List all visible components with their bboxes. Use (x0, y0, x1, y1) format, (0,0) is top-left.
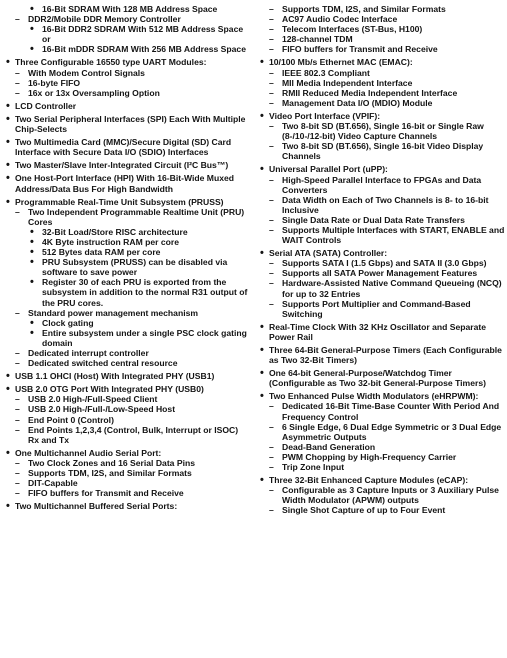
sub-feature-item-high-speed-parallel-interface-to-fpgas-a (259, 175, 505, 195)
dash-bullet-icon: – (269, 194, 274, 205)
bullet-icon: • (260, 163, 264, 176)
sub-feature-item-512-bytes-data-ram-per-core (5, 247, 251, 257)
item-text: FIFO buffers for Transmit and Receive (28, 488, 184, 499)
sub-feature-item-two-8-bit-sd-bt-656-single-16-bit-video- (259, 141, 505, 161)
sub-feature-item-16-byte-fifo (5, 78, 251, 88)
item-text: USB 2.0 High-/Full-/Low-Speed Host (28, 404, 176, 415)
item-text: AC97 Audio Codec Interface (282, 14, 398, 25)
sub-feature-item-with-modem-control-signals (5, 68, 251, 78)
sub-feature-item-hardware-assisted-native-command-queuein (259, 278, 505, 298)
item-text: IEEE 802.3 Compliant (282, 67, 370, 78)
item-text: 16-Bit SDRAM With 128 MB Address Space (42, 4, 218, 14)
item-text: End Point 0 (Control) (28, 414, 114, 425)
bullet-icon: • (6, 195, 10, 208)
sub-feature-item-ddr2-mobile-ddr-memory-controller (5, 14, 251, 24)
dash-bullet-icon: – (269, 24, 274, 35)
item-text: DIT-Capable (28, 478, 78, 489)
dash-bullet-icon: – (15, 358, 20, 369)
sub-feature-item-register-30-of-each-pru-is-exported-from (5, 277, 251, 307)
feature-item-programmable-real-time-unit-subsystem-pr (5, 197, 251, 207)
dash-bullet-icon: – (269, 14, 274, 25)
sub-feature-item-supports-tdm-i2s-and-similar-formats (259, 4, 505, 14)
item-text: 512 Bytes data RAM per core (42, 247, 161, 258)
item-text: Register 30 of each PRU is exported from the subsystem in addition to the normal R31 output of the PRU cores. (42, 277, 248, 308)
dash-bullet-icon: – (15, 404, 20, 415)
item-text: Dedicated interrupt controller (28, 348, 149, 358)
dash-bullet-icon: – (15, 414, 20, 425)
bullet-icon: • (260, 367, 264, 380)
item-text: Two 8-bit SD (BT.656), Single 16-bit Video Display Channels (282, 141, 484, 162)
dash-bullet-icon: – (269, 44, 274, 55)
sub-feature-item-128-channel-tdm (259, 34, 505, 44)
item-text: Supports SATA I (1.5 Gbps) and SATA II (3.0 Gbps) (282, 258, 487, 269)
feature-item-10-100-mb-s-ethernet-mac-emac (259, 57, 505, 67)
item-text: PRU Subsystem (PRUSS) can be disabled via software to save power (42, 257, 228, 278)
sub-feature-item-rmii-reduced-media-independent-interface (259, 88, 505, 98)
bullet-icon: • (30, 256, 34, 269)
item-text: Two Clock Zones and 16 Serial Data Pins (28, 457, 195, 468)
item-text: Standard power management mechanism (28, 307, 199, 318)
item-text: Supports Multiple Interfaces with START, ENABLE and WAIT Controls (282, 224, 505, 246)
item-text: USB 1.1 OHCI (Host) With Integrated PHY (USB1) (15, 371, 215, 382)
feature-item-two-master-slave-inter-integrated-circui (5, 160, 251, 170)
bullet-icon: • (6, 99, 10, 112)
dash-bullet-icon: – (15, 77, 20, 88)
bullet-icon: • (30, 43, 34, 56)
item-text: Three Configurable 16550 type UART Modules: (15, 57, 207, 68)
dash-bullet-icon: – (15, 424, 20, 435)
bullet-icon: • (6, 112, 10, 125)
feature-item-two-multimedia-card-mmc-secure-digital-s (5, 137, 251, 157)
sub-feature-item-two-independent-programmable-realtime-un (5, 207, 251, 227)
dash-bullet-icon: – (15, 87, 20, 98)
dash-bullet-icon: – (269, 462, 274, 473)
feature-item-real-time-clock-with-32-khz-oscillator-a (259, 322, 505, 342)
item-text: Single Shot Capture of up to Four Event (282, 505, 446, 516)
dash-bullet-icon: – (269, 141, 274, 152)
item-text: One Host-Port Interface (HPI) With 16-Bit-Wide Muxed Address/Data Bus For High Bandwidth (15, 173, 234, 194)
sub-feature-item-16x-or-13x-oversampling-option (5, 88, 251, 98)
sub-feature-item-clock-gating (5, 318, 251, 328)
bullet-icon: • (30, 326, 34, 339)
item-text: Universal Parallel Port (uPP): (269, 164, 388, 175)
item-text: Video Port Interface (VPIF): (269, 110, 381, 121)
item-text: 128-channel TDM (282, 34, 353, 45)
item-text: Dedicated switched central resource (28, 358, 178, 369)
item-text: DDR2/Mobile DDR Memory Controller (28, 14, 181, 25)
sub-feature-item-dedicated-switched-central-resource (5, 358, 251, 368)
sub-feature-item-16-bit-mddr-sdram-with-256-mb-address-sp (5, 44, 251, 54)
dash-bullet-icon: – (15, 206, 20, 217)
item-text: 4K Byte instruction RAM per core (42, 236, 180, 247)
item-text: 16-Bit DDR2 SDRAM With 512 MB Address Space or (42, 24, 244, 45)
feature-item-three-configurable-16550-type-uart-modul (5, 57, 251, 67)
item-text: Three 32-Bit Enhanced Capture Modules (eCAP): (269, 475, 469, 486)
item-text: One 64-bit General-Purpose/Watchdog Timer (Configurable as Two 32-bit General-Purpose Timers) (269, 368, 486, 389)
item-text: 16-byte FIFO (28, 77, 81, 88)
dash-bullet-icon: – (269, 505, 274, 516)
item-text: 16x or 13x Oversampling Option (28, 87, 160, 98)
item-text: Supports all SATA Power Management Features (282, 268, 478, 279)
feature-item-usb-2-0-otg-port-with-integrated-phy-usb (5, 384, 251, 394)
dash-bullet-icon: – (15, 394, 20, 405)
sub-feature-item-dedicated-interrupt-controller (5, 348, 251, 358)
bullet-icon: • (30, 3, 34, 15)
dash-bullet-icon: – (15, 468, 20, 479)
sub-feature-item-16-bit-ddr2-sdram-with-512-mb-address-sp (5, 24, 251, 44)
dash-bullet-icon: – (15, 14, 20, 25)
sub-feature-item-fifo-buffers-for-transmit-and-receive (5, 488, 251, 498)
item-text: 32-Bit Load/Store RISC architecture (42, 226, 188, 237)
bullet-icon: • (260, 474, 264, 487)
item-text: Programmable Real-Time Unit Subsystem (PRUSS) (15, 196, 224, 207)
sub-feature-item-supports-tdm-i2s-and-similar-formats (5, 468, 251, 478)
item-text: LCD Controller (15, 100, 77, 111)
dash-bullet-icon: – (269, 401, 274, 412)
sub-feature-item-4k-byte-instruction-ram-per-core (5, 237, 251, 247)
sub-feature-item-configurable-as-3-capture-inputs-or-3-au (259, 485, 505, 505)
bullet-icon: • (30, 246, 34, 259)
dash-bullet-icon: – (269, 34, 274, 45)
item-text: Two 8-bit SD (BT.656), Single 16-bit or Single Raw (8-/10-/12-bit) Video Capture Channels (282, 121, 484, 142)
dash-bullet-icon: – (269, 174, 274, 185)
sub-feature-item-single-data-rate-or-dual-data-rate-trans (259, 215, 505, 225)
dash-bullet-icon: – (269, 441, 274, 452)
dash-bullet-icon: – (15, 457, 20, 468)
bullet-icon: • (30, 276, 34, 289)
sub-feature-item-end-points-1-2-3-4-control-bulk-interrup (5, 425, 251, 445)
sub-feature-item-supports-all-sata-power-management-featu (259, 268, 505, 278)
item-text: Two Enhanced Pulse Width Modulators (eHRPWM): (269, 391, 479, 402)
item-text: Two Multimedia Card (MMC)/Secure Digital (SD) Card Interface with Secure Data I/O (SDIO) Interfaces (15, 137, 232, 158)
item-text: USB 2.0 High-/Full-Speed Client (28, 394, 158, 405)
sub-feature-item-ieee-802-3-compliant (259, 68, 505, 78)
dash-bullet-icon: – (269, 77, 274, 88)
item-text: MII Media Independent Interface (282, 77, 413, 88)
bullet-icon: • (6, 370, 10, 383)
feature-item-one-64-bit-general-purpose-watchdog-time (259, 368, 505, 388)
bullet-icon: • (260, 344, 264, 356)
sub-feature-item-dit-capable (5, 478, 251, 488)
feature-item-three-64-bit-general-purpose-timers-each (259, 345, 505, 365)
dash-bullet-icon: – (269, 67, 274, 78)
dash-bullet-icon: – (269, 298, 274, 309)
feature-item-two-serial-peripheral-interfaces-spi-eac (5, 114, 251, 134)
right-feature-list (259, 4, 505, 516)
dash-bullet-icon: – (269, 421, 274, 432)
bullet-icon: • (30, 316, 34, 329)
sub-feature-item-dedicated-16-bit-time-base-counter-with- (259, 401, 505, 421)
bullet-icon: • (30, 235, 34, 248)
item-text: One Multichannel Audio Serial Port: (15, 447, 162, 458)
dash-bullet-icon: – (15, 307, 20, 318)
sub-feature-item-management-data-i-o-mdio-module (259, 98, 505, 108)
item-text: Telecom Interfaces (ST-Bus, H100) (282, 24, 423, 35)
sub-feature-item-supports-multiple-interfaces-with-start- (259, 225, 505, 245)
bullet-icon: • (6, 172, 10, 185)
item-text: Supports Port Multiplier and Command-Based Switching (282, 298, 471, 319)
item-text: Entire subsystem under a single PSC clock gating domain (42, 327, 247, 348)
feature-item-usb-1-1-ohci-host-with-integrated-phy-us (5, 371, 251, 381)
dash-bullet-icon: – (269, 4, 274, 14)
sub-feature-item-32-bit-load-store-risc-architecture (5, 227, 251, 237)
dash-bullet-icon: – (269, 258, 274, 269)
sub-feature-item-single-shot-capture-of-up-to-four-event (259, 505, 505, 515)
item-text: Serial ATA (SATA) Controller: (269, 248, 388, 259)
item-text: Three 64-Bit General-Purpose Timers (Each Configurable as Two 32-Bit Timers) (269, 345, 502, 366)
feature-item-lcd-controller (5, 101, 251, 111)
sub-feature-item-mii-media-independent-interface (259, 78, 505, 88)
bullet-icon: • (260, 56, 264, 69)
bullet-icon: • (30, 225, 34, 238)
sub-feature-item-trip-zone-input (259, 462, 505, 472)
item-text: 6 Single Edge, 6 Dual Edge Symmetric or 3 Dual Edge Asymmetric Outputs (282, 421, 502, 442)
dash-bullet-icon: – (15, 67, 20, 78)
dash-bullet-icon: – (15, 348, 20, 358)
dash-bullet-icon: – (269, 87, 274, 98)
item-text: Supports TDM, I2S, and Similar Formats (28, 468, 192, 479)
bullet-icon: • (6, 383, 10, 396)
item-text: High-Speed Parallel Interface to FPGAs and Data Converters (282, 174, 482, 195)
feature-item-one-host-port-interface-hpi-with-16-bit- (5, 173, 251, 193)
feature-item-two-enhanced-pulse-width-modulators-ehrp (259, 391, 505, 401)
sub-feature-item-usb-2-0-high-full-speed-client (5, 394, 251, 404)
item-text: Trip Zone Input (282, 462, 345, 473)
dash-bullet-icon: – (15, 478, 20, 489)
item-text: 10/100 Mb/s Ethernet MAC (EMAC): (269, 57, 413, 68)
feature-item-one-multichannel-audio-serial-port (5, 448, 251, 458)
sub-feature-item-dead-band-generation (259, 442, 505, 452)
item-text: With Modem Control Signals (28, 67, 145, 78)
item-text: Configurable as 3 Capture Inputs or 3 Auxiliary Pulse Width Modulator (APWM) outputs (282, 485, 499, 506)
dash-bullet-icon: – (269, 121, 274, 132)
item-text: 16-Bit mDDR SDRAM With 256 MB Address Space (42, 44, 246, 55)
sub-feature-item-standard-power-management-mechanism (5, 308, 251, 318)
item-text: Two Master/Slave Inter-Integrated Circuit (I²C Bus™) (15, 160, 229, 171)
item-text: Supports TDM, I2S, and Similar Formats (282, 4, 446, 14)
sub-feature-item-two-8-bit-sd-bt-656-single-16-bit-or-sin (259, 121, 505, 141)
item-text: Real-Time Clock With 32 KHz Oscillator and Separate Power Rail (269, 321, 487, 342)
sub-feature-item-6-single-edge-6-dual-edge-symmetric-or-3 (259, 422, 505, 442)
item-text: Dedicated 16-Bit Time-Base Counter With Period And Frequency Control (282, 401, 500, 422)
sub-feature-item-supports-sata-i-1-5-gbps-and-sata-ii-3-0 (259, 258, 505, 268)
item-text: Two Serial Peripheral Interfaces (SPI) Each With Multiple Chip-Selects (15, 113, 246, 135)
bullet-icon: • (260, 109, 264, 122)
feature-item-three-32-bit-enhanced-capture-modules-ec (259, 475, 505, 485)
item-text: Clock gating (42, 317, 94, 328)
sub-feature-item-ac97-audio-codec-interface (259, 14, 505, 24)
left-feature-list (5, 4, 251, 511)
bullet-icon: • (260, 320, 264, 333)
sub-feature-item-fifo-buffers-for-transmit-and-receive (259, 44, 505, 54)
item-text: Management Data I/O (MDIO) Module (282, 97, 433, 108)
item-text: Data Width on Each of Two Channels is 8- to 16-bit Inclusive (282, 194, 489, 215)
bullet-icon: • (6, 56, 10, 69)
sub-feature-item-pru-subsystem-pruss-can-be-disabled-via- (5, 257, 251, 277)
item-text: Two Independent Programmable Realtime Unit (PRU) Cores (28, 206, 245, 227)
sub-feature-item-supports-port-multiplier-and-command-bas (259, 299, 505, 319)
feature-item-two-multichannel-buffered-serial-ports (5, 501, 251, 511)
bullet-icon: • (30, 23, 34, 36)
sub-feature-item-entire-subsystem-under-a-single-psc-cloc (5, 328, 251, 348)
item-text: Dead-Band Generation (282, 441, 376, 452)
bullet-icon: • (6, 159, 10, 172)
dash-bullet-icon: – (269, 268, 274, 279)
bullet-icon: • (6, 500, 10, 513)
feature-item-serial-ata-sata-controller (259, 248, 505, 258)
bullet-icon: • (260, 390, 264, 403)
item-text: Single Data Rate or Dual Data Rate Transfers (282, 214, 465, 225)
sub-feature-item-usb-2-0-high-full-low-speed-host (5, 404, 251, 414)
dash-bullet-icon: – (15, 488, 20, 499)
item-text: RMII Reduced Media Independent Interface (282, 87, 458, 98)
dash-bullet-icon: – (269, 485, 274, 496)
item-text: Hardware-Assisted Native Command Queueing (NCQ) for up to 32 Entries (282, 278, 502, 299)
dash-bullet-icon: – (269, 278, 274, 289)
sub-feature-item-two-clock-zones-and-16-serial-data-pins (5, 458, 251, 468)
dash-bullet-icon: – (269, 451, 274, 462)
bullet-icon: • (6, 136, 10, 149)
item-text: End Points 1,2,3,4 (Control, Bulk, Interrupt or ISOC) Rx and Tx (28, 424, 239, 445)
sub-feature-item-end-point-0-control (5, 415, 251, 425)
sub-feature-item-telecom-interfaces-st-bus-h100 (259, 24, 505, 34)
dash-bullet-icon: – (269, 224, 274, 235)
sub-feature-item-pwm-chopping-by-high-frequency-carrier (259, 452, 505, 462)
sub-feature-item-16-bit-sdram-with-128-mb-address-space (5, 4, 251, 14)
feature-item-video-port-interface-vpif (259, 111, 505, 121)
feature-item-universal-parallel-port-upp (259, 164, 505, 174)
bullet-icon: • (6, 446, 10, 459)
dash-bullet-icon: – (269, 214, 274, 225)
item-text: Two Multichannel Buffered Serial Ports: (15, 501, 178, 512)
sub-feature-item-data-width-on-each-of-two-channels-is-8- (259, 195, 505, 215)
item-text: FIFO buffers for Transmit and Receive (282, 44, 438, 55)
bullet-icon: • (260, 247, 264, 260)
item-text: PWM Chopping by High-Frequency Carrier (282, 451, 457, 462)
dash-bullet-icon: – (269, 97, 274, 108)
item-text: USB 2.0 OTG Port With Integrated PHY (USB0) (15, 384, 204, 395)
